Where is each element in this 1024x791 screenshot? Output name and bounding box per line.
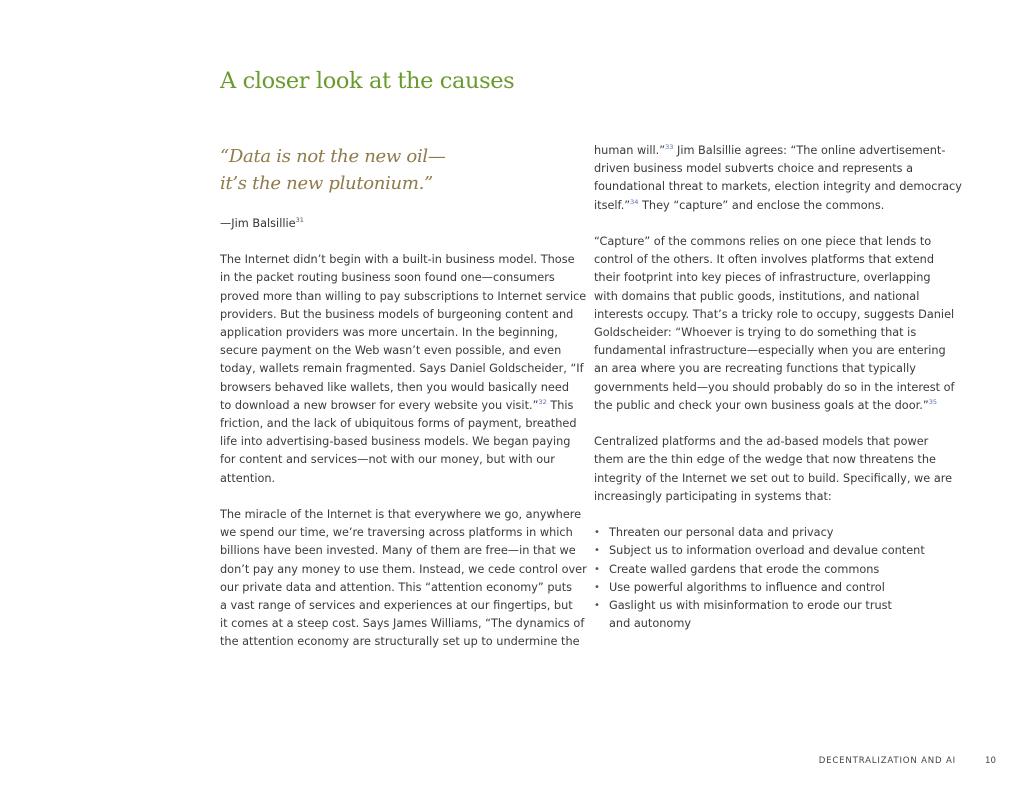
text-line: we spend our time, we’re traversing across platforms in which	[220, 526, 573, 540]
list-item-text: and autonomy	[609, 617, 692, 631]
text-line: them are the thin edge of the wedge that now threatens the	[594, 453, 936, 467]
text-line	[594, 197, 959, 215]
footnote-ref-34[interactable]: 34	[630, 197, 639, 206]
text-line: integrity of the Internet we set out to build. Specifically, we are	[594, 471, 953, 485]
text-line: control of the others. It often involves platforms that extend	[594, 253, 934, 267]
text-line: today, wallets remain fragmented. Says Daniel Goldscheider, “If	[220, 362, 584, 376]
text-line: providers. But the business models of burgeoning content and	[220, 307, 574, 321]
text-line: browsers behaved like wallets, then you would basically need	[220, 380, 570, 394]
text-segment: human will.”	[594, 144, 666, 157]
text-line: “Capture” of the commons relies on one piece that lends to	[594, 235, 932, 248]
list-item-text: • Subject us to information overload and devalue content	[609, 544, 925, 558]
text-segment: Jim Balsillie agrees: “The online advertisement-	[673, 144, 946, 157]
body-paragraph-2	[220, 506, 587, 652]
text-line: The miracle of the Internet is that everywhere we go, anywhere	[220, 508, 582, 522]
text-line: billions have been invested. Many of them are free—in that we	[220, 544, 576, 558]
text-line: in the packet routing business soon found one—consumers	[220, 271, 555, 285]
page-number: 10	[985, 756, 996, 766]
text-line: don’t pay any money to use them. Instead, we cede control over	[220, 562, 587, 576]
text-line: driven business model subverts choice and represents a	[594, 162, 914, 176]
text-line: their footprint into key pieces of infrastructure, overlapping	[594, 271, 931, 285]
quote-attribution	[220, 215, 580, 233]
list-item	[594, 542, 959, 560]
text-line: our private data and attention. This “attention economy” puts	[220, 580, 573, 594]
left-column	[220, 142, 587, 652]
body-paragraph-3	[594, 142, 962, 215]
text-line: life into advertising-based business models. We began paying	[220, 435, 571, 449]
text-line: for content and services—not with our money, but with our	[220, 453, 555, 467]
list-item	[594, 561, 959, 579]
footer-section-label: DECENTRALIZATION AND AI	[818, 756, 956, 766]
footnote-ref-33[interactable]: 33	[665, 143, 674, 151]
text-segment: to download a new browser for every website you visit.”	[220, 398, 539, 412]
list-item-text: • Threaten our personal data and privacy	[609, 526, 834, 540]
text-segment: This	[546, 398, 574, 412]
page-title: A closer look at the causes	[220, 68, 515, 94]
body-paragraph-1	[220, 251, 587, 488]
text-line	[594, 397, 959, 415]
text-line	[220, 397, 580, 415]
bullet-list	[594, 524, 959, 633]
body-paragraph-4	[594, 233, 959, 415]
pull-quote	[220, 143, 580, 197]
body-paragraph-5	[594, 433, 959, 506]
text-segment: They “capture” and enclose the commons.	[638, 198, 885, 212]
footnote-ref-32[interactable]: 32	[538, 397, 547, 406]
text-line: The Internet didn’t begin with a built-in business model. Those	[220, 253, 575, 267]
text-line: fundamental infrastructure—especially when you are entering	[594, 344, 946, 358]
text-line: friction, and the lack of ubiquitous forms of payment, breathed	[220, 417, 577, 431]
pull-quote-line-2: it’s the new plutonium.”	[220, 173, 433, 194]
text-line: interests occupy. That’s a tricky role to occupy, suggests Daniel	[594, 307, 955, 321]
list-item	[594, 597, 959, 633]
text-segment: itself.”	[594, 198, 631, 212]
text-line: the attention economy are structurally set up to undermine the	[220, 635, 580, 649]
text-line: increasingly participating in systems that:	[594, 489, 832, 503]
text-line: an area where you are recreating functions that typically	[594, 362, 916, 376]
footnote-ref-35[interactable]: 35	[928, 397, 937, 406]
list-item-text: • Gaslight us with misinformation to erode our trust	[609, 599, 892, 613]
text-line: Centralized platforms and the ad-based models that power	[594, 435, 929, 449]
text-line: governments held—you should probably do so in the interest of	[594, 380, 955, 394]
text-line: with domains that public goods, institutions, and national	[594, 289, 920, 303]
attribution-name: —Jim Balsillie	[220, 217, 296, 230]
right-column	[594, 142, 962, 633]
list-item-text: • Use powerful algorithms to influence and control	[609, 580, 885, 594]
text-line: it comes at a steep cost. Says James Williams, “The dynamics of	[220, 617, 585, 631]
list-item	[594, 524, 959, 542]
text-line: a vast range of services and experiences at our fingertips, but	[220, 599, 573, 613]
list-item	[594, 579, 959, 597]
text-line: Goldscheider: “Whoever is trying to do something that is	[594, 326, 917, 340]
text-line: application providers was more uncertain. In the beginning,	[220, 326, 558, 340]
pull-quote-line-1: “Data is not the new oil—	[220, 146, 446, 167]
text-line: foundational threat to markets, election integrity and democracy	[594, 180, 962, 194]
list-item-text: • Create walled gardens that erode the commons	[609, 562, 880, 576]
text-segment: the public and check your own business goals at the door.”	[594, 398, 929, 412]
text-line: secure payment on the Web wasn’t even possible, and even	[220, 344, 562, 358]
footnote-ref-31[interactable]: 31	[295, 216, 304, 224]
text-line	[594, 142, 959, 160]
text-line: attention.	[220, 471, 276, 485]
text-line: proved more than willing to pay subscriptions to Internet service	[220, 289, 587, 303]
